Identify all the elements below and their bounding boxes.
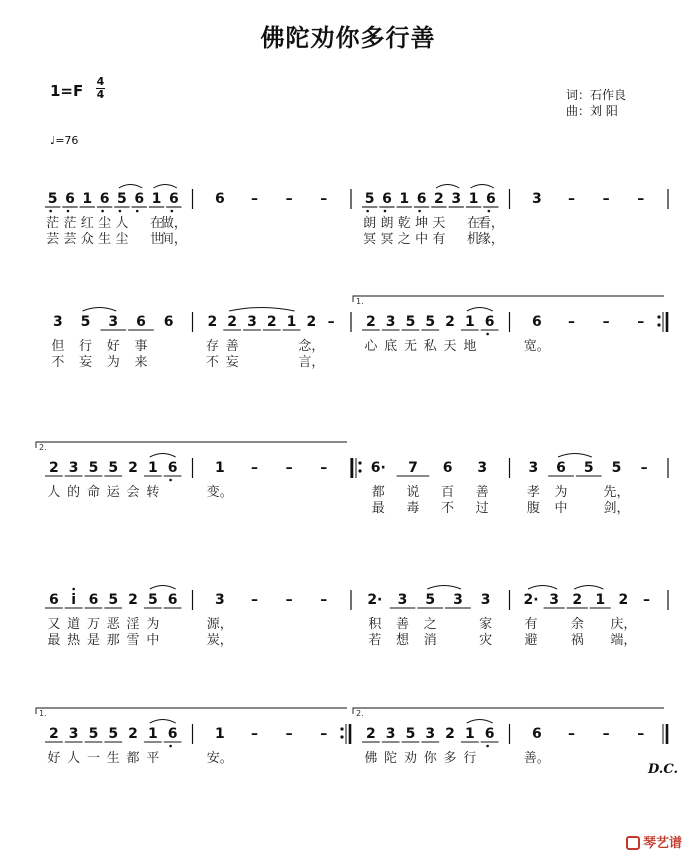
lyric-s2-m0-l0-n3: 运: [106, 485, 120, 500]
lyric-s3-m0-l1-n1: 热: [67, 633, 81, 648]
lyric-s0-m0-l0-n7: 做，: [160, 216, 187, 231]
slur-s0-m0-6: [154, 185, 177, 189]
note-s0-m0-n1: 6: [65, 191, 75, 207]
lyric-s2-m2-l0-n0: 都: [371, 485, 385, 500]
lyric-s3-m2-l1-n2: 消: [423, 633, 437, 648]
lyric-s0-m0-l1-n7: 间，: [160, 232, 187, 247]
lyric-s4-m1-l0-n0: 安。: [206, 751, 233, 766]
note-s1-m2-n1: 3: [385, 314, 396, 330]
lyric-s3-m0-l1-n5: 中: [146, 633, 160, 648]
note-s1-m3-n2: –: [602, 314, 610, 330]
lyric-s3-m2-l0-n0: 积: [368, 617, 382, 632]
note-s2-m3-n1: 6: [556, 460, 566, 476]
low-dot-s0-m0-n1: [67, 210, 70, 213]
lyric-s1-m0-l0-n2: 好: [106, 339, 120, 354]
lyric-s0-m2-l0-n0: 朗: [363, 216, 377, 231]
lyric-s4-m0-l0-n3: 生: [106, 751, 120, 766]
lyric-s3-m2-l1-n1: 想: [396, 633, 410, 648]
lyric-s0-m0-l0-n2: 红: [80, 216, 94, 231]
note-s0-m1-n2: –: [285, 191, 293, 207]
note-s1-m2-n0: 2: [366, 314, 376, 330]
note-s4-m3-n1: –: [567, 726, 575, 742]
lyric-s2-m2-l0-n2: 百: [441, 485, 455, 500]
slur-s0-m0-4: [119, 185, 142, 189]
note-s3-m0-n2: 6: [88, 592, 99, 608]
note-s2-m0-n5: 1: [147, 460, 158, 476]
lyric-s1-m2-l0-n4: 天: [443, 339, 457, 354]
lyric-s2-m3-l0-n3: 先，: [603, 485, 630, 500]
lyric-s3-m0-l1-n4: 雪: [126, 633, 140, 648]
lyric-s1-m0-l0-n1: 行: [79, 339, 93, 354]
lyric-s0-m0-l0-n6: 在: [150, 216, 164, 231]
note-s1-m0-n1: 5: [80, 314, 91, 330]
note-s2-m0-n4: 2: [128, 460, 138, 476]
lyric-s1-m0-l0-n3: 事: [134, 339, 148, 354]
lyric-s0-m2-l1-n7: 缘，: [477, 232, 504, 247]
note-s2-m0-n2: 5: [88, 460, 99, 476]
note-s2-m0-n1: 3: [68, 460, 79, 476]
volta-number-s1-m2: 1.: [356, 297, 364, 306]
low-dot-s0-m2-n3: [418, 210, 421, 213]
lyric-s0-m0-l1-n0: 芸: [46, 232, 60, 247]
lyric-s2-m1-l0-n0: 变。: [206, 485, 233, 500]
lyric-s2-m3-l1-n3: 剑，: [603, 501, 630, 516]
lyric-s3-m3-l1-n0: 避: [524, 633, 538, 648]
note-s0-m0-n5: 6: [134, 191, 145, 207]
note-s1-m2-n4: 2: [445, 314, 455, 330]
lyric-s2-m0-l0-n4: 会: [126, 485, 140, 500]
lyric-s2-m2-l1-n0: 最: [371, 501, 385, 516]
lyric-s0-m0-l0-n3: 尘: [98, 216, 112, 231]
note-s2-m0-n6: 6: [167, 460, 178, 476]
meter-top: 4: [96, 75, 105, 88]
note-s0-m0-n2: 1: [82, 191, 93, 207]
note-s2-m3-n0: 3: [528, 460, 539, 476]
note-s2-m3-n3: 5: [611, 460, 622, 476]
lyric-s1-m2-l0-n0: 心: [364, 339, 378, 354]
lyric-s2-m2-l1-n3: 过: [475, 501, 489, 516]
note-s4-m2-n3: 3: [425, 726, 436, 742]
lyric-s1-m1-l0-n5: 念，: [298, 339, 325, 354]
note-s0-m0-n4: 5: [117, 191, 127, 207]
lyric-s2-m2-l0-n3: 善: [475, 485, 489, 500]
slur-s0-m2-6: [471, 185, 494, 189]
lyric-s4-m3-l0-n0: 善。: [523, 751, 550, 766]
slur-s4-m2-5: [467, 720, 493, 724]
note-s1-m3-n0: 6: [531, 314, 542, 330]
song-title: 佛陀劝你多行善: [260, 24, 436, 52]
lyric-s3-m0-l1-n2: 是: [86, 633, 100, 648]
note-s3-m2-n3: 3: [453, 592, 463, 608]
slur-s2-m0-5: [150, 454, 176, 458]
lyric-s1-m0-l1-n2: 为: [106, 355, 120, 370]
lyric-s0-m0-l1-n3: 生: [98, 232, 112, 247]
note-s4-m3-n3: –: [637, 726, 645, 742]
note-s4-m0-n4: 2: [128, 726, 138, 742]
lyric-s3-m3-l0-n4: 庆，: [610, 617, 637, 632]
volta-bracket-s1-m2: [353, 296, 664, 302]
lyric-s3-m3-l1-n2: 祸: [570, 633, 584, 648]
note-s3-m2-n1: 3: [397, 592, 408, 608]
lyric-s3-m2-l0-n2: 之: [423, 617, 437, 632]
note-s2-m2-n1: 7: [408, 460, 418, 476]
note-s0-m3-n3: –: [637, 191, 645, 207]
note-s3-m0-n0: 6: [49, 592, 59, 608]
note-s3-m3-n4: 2: [618, 592, 629, 608]
lyric-s0-m2-l0-n2: 乾: [397, 216, 411, 231]
note-s1-m3-n3: –: [637, 314, 645, 330]
note-s0-m2-n5: 3: [451, 191, 462, 207]
lyric-s2-m3-l0-n0: 孝: [526, 485, 540, 500]
low-dot-s4-m0-n6: [169, 745, 172, 748]
note-s3-m1-n0: 3: [214, 592, 225, 608]
low-dot-s0-m0-n4: [119, 210, 122, 213]
note-s3-m0-n6: 6: [167, 592, 178, 608]
lyric-s3-m0-l0-n1: 道: [67, 617, 81, 632]
lyric-s0-m2-l0-n3: 坤: [415, 216, 429, 231]
lyric-s2-m3-l1-n1: 中: [554, 501, 568, 516]
note-s1-m0-n3: 6: [136, 314, 146, 330]
note-s3-m1-n1: –: [250, 592, 258, 608]
note-s4-m2-n2: 5: [405, 726, 416, 742]
lyric-s1-m1-l0-n1: 善: [225, 339, 239, 354]
lyric-s3-m2-l1-n4: 灾: [479, 633, 493, 648]
volta-bracket-s4-m0: [36, 708, 347, 714]
note-s2-m3-n2: 5: [583, 460, 594, 476]
lyric-s0-m0-l0-n1: 茫: [63, 216, 77, 231]
lyric-s0-m2-l1-n4: 有: [432, 232, 446, 247]
note-s4-m1-n2: –: [285, 726, 293, 742]
note-s0-m3-n2: –: [602, 191, 610, 207]
note-s0-m2-n2: 1: [399, 191, 410, 207]
note-s3-m2-n4: 3: [480, 592, 491, 608]
note-s3-m3-n2: 2: [572, 592, 583, 608]
note-s0-m2-n1: 6: [382, 191, 392, 207]
slur-s3-m3-2: [574, 586, 603, 590]
note-s4-m0-n6: 6: [167, 726, 178, 742]
lyric-s3-m3-l0-n0: 有: [524, 617, 538, 632]
note-s2-m1-n2: –: [285, 460, 293, 476]
volta-bracket-s4-m2: [353, 708, 664, 714]
note-s3-m2-n0: 2·: [367, 592, 383, 608]
lyric-s2-m2-l1-n1: 毒: [406, 501, 420, 516]
note-s0-m0-n6: 1: [151, 191, 162, 207]
note-s2-m1-n0: 1: [214, 460, 225, 476]
note-s3-m0-n4: 2: [128, 592, 138, 608]
note-s4-m0-n2: 5: [88, 726, 99, 742]
lyric-s1-m2-l0-n1: 底: [384, 339, 398, 354]
note-s1-m2-n5: 1: [464, 314, 475, 330]
note-s3-m1-n3: –: [320, 592, 328, 608]
slur-s3-m2-2: [427, 586, 461, 590]
lyric-s3-m0-l0-n4: 淫: [126, 617, 140, 632]
note-s1-m2-n3: 5: [425, 314, 436, 330]
lyric-s3-m0-l0-n3: 恶: [106, 617, 120, 632]
note-s3-m3-n5: –: [642, 592, 650, 608]
note-s4-m3-n2: –: [602, 726, 610, 742]
note-s0-m0-n7: 6: [168, 191, 179, 207]
lyric-s2-m3-l1-n0: 腹: [526, 501, 540, 516]
note-s3-m0-n1: i: [71, 592, 77, 608]
lyric-s2-m2-l1-n2: 不: [441, 501, 455, 516]
lyric-s2-m0-l0-n5: 转: [146, 485, 160, 500]
lyric-s4-m0-l0-n5: 平: [146, 751, 160, 766]
lyric-s4-m0-l0-n2: 一: [86, 751, 100, 766]
low-dot-s0-m2-n1: [384, 210, 387, 213]
note-s2-m0-n3: 5: [108, 460, 119, 476]
note-s1-m1-n0: 2: [207, 314, 218, 330]
dc-marking: D.C.: [648, 762, 678, 777]
slur-s2-m3-1: [558, 454, 592, 458]
key-signature: 1=F: [50, 82, 84, 100]
lyric-s0-m2-l1-n6: 机: [467, 232, 481, 247]
lyric-s4-m2-l0-n4: 多: [443, 751, 457, 766]
slur-s0-m2-4: [436, 185, 459, 189]
lyric-s3-m2-l0-n1: 善: [396, 617, 410, 632]
note-s1-m1-n4: 1: [286, 314, 297, 330]
lyric-s1-m2-l0-n3: 私: [423, 339, 437, 354]
volta-number-s4-m2: 2.: [356, 709, 364, 718]
note-s4-m1-n0: 1: [214, 726, 225, 742]
note-s4-m0-n0: 2: [49, 726, 59, 742]
low-dot-s0-m2-n7: [488, 210, 491, 213]
low-dot-s0-m0-n0: [49, 210, 52, 213]
note-s0-m1-n1: –: [250, 191, 258, 207]
note-s2-m2-n3: 3: [477, 460, 488, 476]
lyricist-credit: 词：石作良: [566, 88, 627, 102]
start-repeat-s2-dot-top: [358, 461, 361, 464]
note-s0-m3-n0: 3: [531, 191, 542, 207]
lyric-s2-m0-l0-n1: 的: [67, 485, 81, 500]
lyric-s4-m0-l0-n1: 人: [67, 751, 81, 766]
low-dot-s2-m0-n6: [169, 479, 172, 482]
note-s2-m1-n1: –: [250, 460, 258, 476]
lyric-s0-m0-l1-n6: 世: [150, 232, 164, 247]
note-s4-m2-n5: 1: [464, 726, 475, 742]
note-s4-m0-n3: 5: [108, 726, 119, 742]
note-s4-m2-n4: 2: [445, 726, 455, 742]
note-s3-m3-n3: 1: [595, 592, 606, 608]
qinyipu-logo-icon: [626, 836, 640, 850]
meter-bottom: 4: [96, 88, 105, 101]
volta-number-s4-m0: 1.: [39, 709, 47, 718]
lyric-s4-m2-l0-n1: 陀: [384, 751, 398, 766]
slur-s1-m2-5: [467, 308, 493, 312]
note-s4-m1-n3: –: [320, 726, 328, 742]
note-s3-m0-n3: 5: [108, 592, 119, 608]
slur-s3-m3-0: [528, 586, 557, 590]
lyric-s3-m2-l1-n0: 若: [368, 633, 382, 648]
note-s0-m2-n0: 5: [364, 191, 375, 207]
note-s0-m0-n3: 6: [99, 191, 110, 207]
lyric-s0-m2-l0-n6: 在: [467, 216, 481, 231]
lyric-s3-m0-l0-n5: 为: [146, 617, 160, 632]
note-s3-m1-n2: –: [285, 592, 293, 608]
composer-credit: 曲：刘 阳: [566, 104, 618, 118]
lyric-s2-m0-l0-n2: 命: [86, 485, 100, 500]
note-s1-m1-n2: 3: [247, 314, 257, 330]
lyric-s1-m1-l1-n5: 言，: [298, 355, 325, 370]
note-s4-m1-n1: –: [250, 726, 258, 742]
lyric-s1-m0-l1-n3: 来: [134, 355, 148, 370]
low-dot-s0-m0-n5: [136, 210, 139, 213]
note-s1-m3-n1: –: [567, 314, 575, 330]
lyric-s4-m2-l0-n2: 劝: [403, 751, 417, 766]
note-s3-m3-n1: 3: [549, 592, 559, 608]
note-s0-m1-n3: –: [320, 191, 328, 207]
lyric-s3-m3-l1-n4: 端，: [610, 633, 637, 648]
note-s1-m1-n6: –: [327, 314, 335, 330]
lyric-s0-m2-l0-n7: 看，: [477, 216, 504, 231]
high-dot-s3-m0-n1: [72, 588, 75, 591]
note-s0-m0-n0: 5: [47, 191, 58, 207]
lyric-s3-m0-l1-n0: 最: [47, 633, 61, 648]
lyric-s1-m0-l1-n0: 不: [51, 355, 65, 370]
lyric-s1-m3-l0-n0: 宽。: [523, 339, 550, 354]
note-s0-m2-n4: 2: [434, 191, 444, 207]
lyric-s3-m1-l1-n0: 炭，: [206, 633, 233, 648]
note-s1-m1-n3: 2: [266, 314, 277, 330]
start-repeat-s2-dot-bottom: [358, 469, 361, 472]
note-s4-m0-n5: 1: [147, 726, 158, 742]
note-s2-m2-n2: 6: [442, 460, 453, 476]
lyric-s1-m1-l0-n0: 存: [205, 339, 219, 354]
low-dot-s0-m0-n7: [171, 210, 174, 213]
lyric-s3-m2-l0-n4: 家: [479, 617, 493, 632]
note-s4-m2-n6: 6: [484, 726, 495, 742]
note-s4-m0-n1: 3: [68, 726, 79, 742]
note-s3-m0-n5: 5: [147, 592, 158, 608]
low-dot-s4-m2-n6: [486, 745, 489, 748]
note-s0-m3-n1: –: [567, 191, 575, 207]
end-repeat-s4-m1-dot-top: [340, 727, 343, 730]
note-s3-m2-n2: 5: [425, 592, 436, 608]
lyric-s0-m2-l0-n4: 天: [432, 216, 446, 231]
lyric-s4-m0-l0-n0: 好: [47, 751, 61, 766]
lyric-s2-m0-l0-n0: 人: [47, 485, 61, 500]
lyric-s0-m0-l1-n4: 尘: [115, 232, 129, 247]
lyric-s1-m1-l1-n1: 妄: [225, 355, 239, 370]
lyric-s4-m0-l0-n4: 都: [126, 751, 140, 766]
lyric-s3-m0-l0-n2: 万: [86, 617, 100, 632]
lyric-s4-m2-l0-n5: 行: [463, 751, 477, 766]
lyric-s0-m0-l1-n2: 众: [80, 232, 94, 247]
low-dot-s0-m0-n3: [101, 210, 104, 213]
lyric-s0-m0-l0-n4: 人: [115, 216, 129, 231]
note-s4-m2-n0: 2: [366, 726, 376, 742]
note-s1-m0-n4: 6: [163, 314, 174, 330]
note-s4-m3-n0: 6: [531, 726, 542, 742]
lyric-s4-m2-l0-n3: 你: [423, 751, 437, 766]
lyric-s0-m2-l1-n2: 之: [397, 232, 411, 247]
watermark-text: 琴艺谱: [642, 836, 682, 851]
low-dot-s0-m2-n0: [366, 210, 369, 213]
slur-s4-m0-5: [150, 720, 176, 724]
note-s1-m1-n1: 2: [227, 314, 238, 330]
lyric-s1-m0-l0-n0: 但: [51, 339, 65, 354]
slur-s1-m1-1: [229, 308, 294, 312]
note-s4-m2-n1: 3: [385, 726, 396, 742]
note-s2-m1-n3: –: [320, 460, 328, 476]
lyric-s0-m2-l0-n1: 朗: [380, 216, 394, 231]
lyric-s1-m0-l1-n1: 妄: [79, 355, 93, 370]
end-repeat-s1-m3-dot-top: [657, 315, 660, 318]
note-s2-m3-n4: –: [640, 460, 648, 476]
note-s0-m2-n7: 6: [485, 191, 496, 207]
slur-s1-m0-1: [83, 308, 117, 312]
note-s0-m1-n0: 6: [214, 191, 225, 207]
note-s0-m2-n6: 1: [468, 191, 479, 207]
lyric-s1-m2-l0-n5: 地: [463, 339, 477, 354]
lyric-s1-m2-l0-n2: 无: [403, 339, 417, 354]
note-s1-m0-n0: 3: [52, 314, 63, 330]
end-repeat-s4-m1-dot-bottom: [340, 735, 343, 738]
lyric-s2-m3-l0-n1: 为: [554, 485, 568, 500]
end-repeat-s1-m3-dot-bottom: [657, 323, 660, 326]
lyric-s0-m0-l1-n1: 芸: [63, 232, 77, 247]
lyric-s3-m1-l0-n0: 源，: [206, 617, 233, 632]
note-s2-m0-n0: 2: [49, 460, 59, 476]
lyric-s3-m0-l1-n3: 那: [106, 633, 120, 648]
lyric-s4-m2-l0-n0: 佛: [364, 751, 378, 766]
note-s1-m1-n5: 2: [306, 314, 317, 330]
watermark: [626, 832, 682, 851]
lyric-s2-m2-l0-n1: 说: [406, 485, 420, 500]
note-s1-m0-n2: 3: [108, 314, 119, 330]
lyric-s0-m2-l1-n3: 中: [415, 232, 429, 247]
note-s3-m3-n0: 2·: [523, 592, 539, 608]
note-s1-m2-n6: 6: [484, 314, 495, 330]
volta-bracket-s2-m0: [36, 442, 347, 448]
lyric-s0-m0-l0-n0: 茫: [46, 216, 60, 231]
lyric-s0-m2-l1-n1: 冥: [380, 232, 394, 247]
lyric-s0-m2-l1-n0: 冥: [363, 232, 377, 247]
note-s0-m2-n3: 6: [416, 191, 427, 207]
volta-number-s2-m0: 2.: [39, 443, 47, 452]
lyric-s1-m1-l1-n0: 不: [205, 355, 219, 370]
tempo-marking: ♩=76: [50, 134, 79, 147]
low-dot-s1-m2-n6: [486, 333, 489, 336]
lyric-s3-m3-l0-n2: 余: [570, 617, 584, 632]
lyric-s3-m0-l0-n0: 又: [47, 617, 61, 632]
note-s1-m2-n2: 5: [405, 314, 416, 330]
slur-s3-m0-5: [150, 586, 176, 590]
note-s2-m2-n0: 6·: [370, 460, 386, 476]
